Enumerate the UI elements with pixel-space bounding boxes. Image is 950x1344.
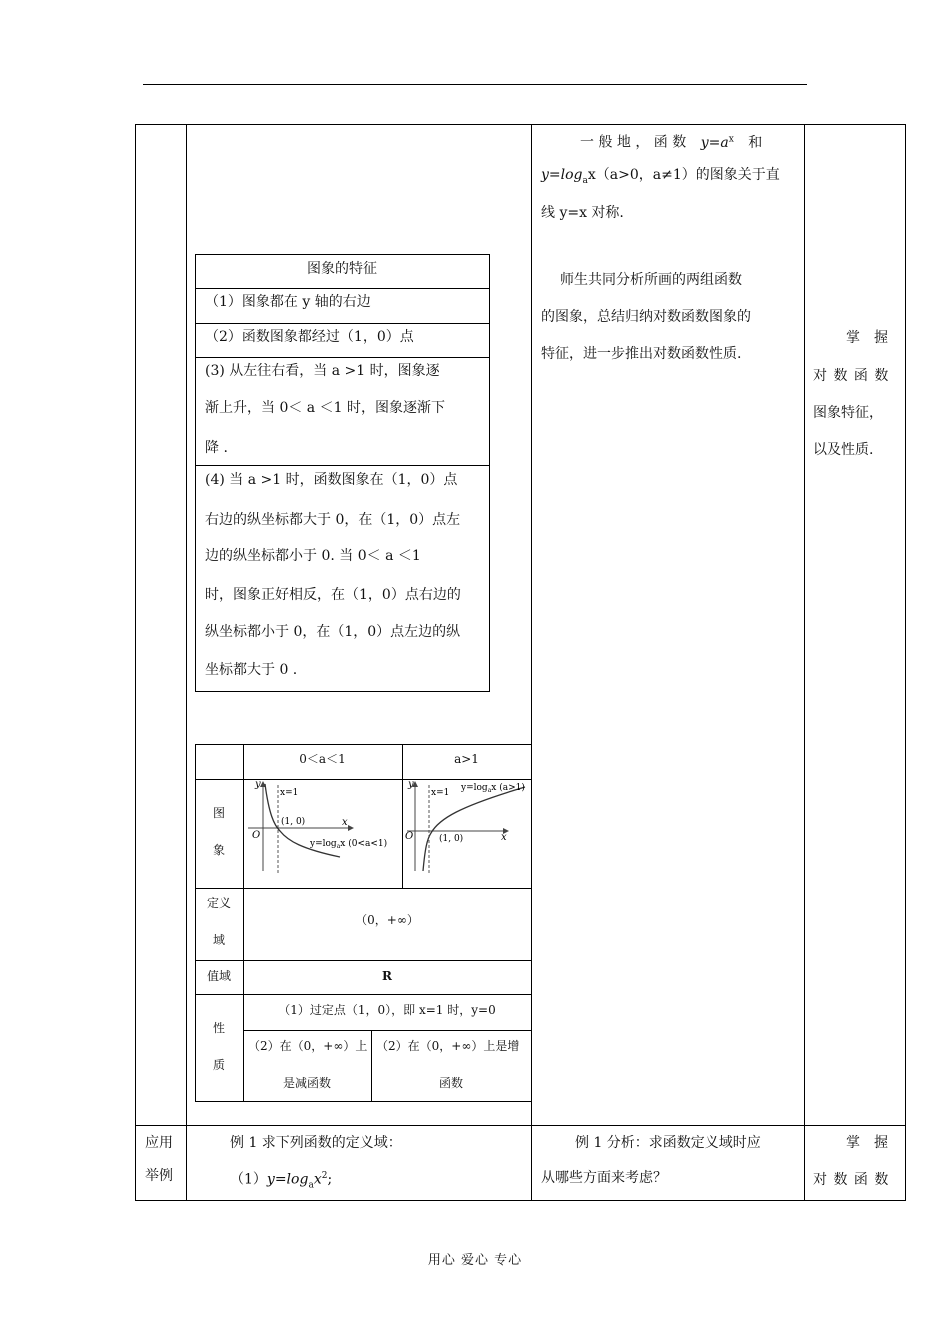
- point-label: (1, 0): [439, 834, 464, 844]
- origin-label: O: [252, 830, 261, 841]
- x-label: x: [501, 832, 507, 843]
- origin-label: O: [405, 831, 414, 842]
- graph-increasing-log: [403, 779, 531, 887]
- example1-analysis-line2: 从哪些方面来考虑？: [541, 1170, 667, 1186]
- graph-label-1: 图: [212, 806, 225, 820]
- property-increasing-line2: 函数: [438, 1076, 463, 1090]
- domain-label-2: 域: [212, 933, 225, 947]
- col3-line1-sup: x: [728, 134, 734, 144]
- curve-increasing: [423, 787, 525, 871]
- col3-line3: 线 y=x 对称.: [541, 205, 624, 221]
- graph-label-2: 象: [212, 843, 225, 857]
- col4-line1: 掌 握: [846, 330, 888, 346]
- col3-line1-text: 一 般 地 ， 函 数: [580, 134, 687, 151]
- application-label-2: 举例: [145, 1168, 173, 1184]
- x-label: x: [342, 817, 348, 828]
- col3-mid-line2: 的图象，总结归纳对数函数图象的: [541, 309, 751, 325]
- example1-item1: $(1)y=\log_ax^2$;: [230, 1171, 333, 1191]
- col3-mid-line3: 特征，进一步推出对数函数性质.: [541, 346, 742, 362]
- features-row4-line6: 坐标都大于 0 .: [205, 662, 298, 678]
- features-row4-line1: (4) 当 a >1 时，函数图象在（1，0）点: [205, 472, 458, 488]
- property-fixed-point: （1）过定点（1，0），即 x=1 时，y=0: [278, 1003, 496, 1017]
- application-label-1: 应用: [145, 1135, 173, 1151]
- x-axis-arrow: [348, 825, 354, 831]
- col4-bottom-line2: 对 数 函 数: [813, 1172, 890, 1188]
- props-header-col2: a>1: [454, 752, 479, 766]
- features-row4-line4: 时，图象正好相反，在（1，0）点右边的: [205, 587, 461, 603]
- page-footer: 用心 爱心 专心: [427, 1253, 523, 1268]
- asymptote-label: x=1: [431, 788, 450, 798]
- function-label: $y=\log_ax$ (0<a<1): [310, 839, 388, 850]
- header-rule: [143, 84, 807, 85]
- features-row1: （1）图象都在 y 轴的右边: [205, 294, 371, 310]
- col4-line2: 对 数 函 数: [813, 368, 890, 384]
- col3-mid-line1: 师生共同分析所画的两组函数: [560, 272, 742, 288]
- point-label: (1, 0): [281, 817, 306, 827]
- domain-label-1: 定义: [206, 896, 231, 910]
- features-row4-line5: 纵坐标都小于 0，在（1，0）点左边的纵: [205, 624, 461, 640]
- property-label-2: 质: [212, 1058, 225, 1072]
- property-increasing-line1: （2）在（0，+∞）上是增: [376, 1039, 520, 1053]
- property-decreasing-line1: （2）在（0，+∞）上: [248, 1039, 368, 1053]
- example1-title: 例 1 求下列函数的定义域：: [230, 1135, 402, 1151]
- property-label-1: 性: [212, 1021, 225, 1035]
- domain-value: （0，+∞）: [355, 913, 419, 927]
- property-decreasing-line2: 是减函数: [282, 1076, 331, 1090]
- col4-bottom-line1: 掌 握: [846, 1135, 888, 1151]
- asymptote-label: x=1: [280, 788, 299, 798]
- example1-analysis-line1: 例 1 分析：求函数定义域时应: [575, 1135, 761, 1151]
- range-label: 值域: [206, 969, 231, 983]
- y-label: y: [408, 779, 414, 790]
- features-row3-line1: (3) 从左往右看，当 a >1 时，图象逐: [205, 363, 440, 379]
- features-row2: （2）函数图象都经过（1，0）点: [205, 329, 414, 345]
- props-header-col1: 0＜a＜1: [299, 752, 346, 766]
- features-row4-line3: 边的纵坐标都小于 0. 当 0＜ a ＜1: [205, 548, 421, 564]
- graph-decreasing-log: [244, 779, 401, 887]
- range-value: R: [382, 969, 392, 983]
- y-label: y: [255, 779, 261, 790]
- col4-line3: 图象特征，: [813, 405, 883, 421]
- col3-line1-fn: y=a: [700, 134, 729, 151]
- col4-line4: 以及性质.: [813, 442, 874, 458]
- col3-line2-fn: y=log: [541, 167, 583, 183]
- function-label: $y=\log_ax$ (a>1): [461, 783, 525, 794]
- features-row3-line3: 降 .: [205, 440, 228, 456]
- features-row4-line2: 右边的纵坐标都大于 0，在（1，0）点左: [205, 512, 461, 528]
- features-row3-line2: 渐上升，当 0＜ a ＜1 时，图象逐渐下: [205, 400, 445, 416]
- features-header: 图象的特征: [307, 261, 377, 277]
- col3-line2-sub: a: [582, 175, 588, 186]
- col3-line2-post: x（a>0，a≠1）的图象关于直: [587, 167, 780, 183]
- col3-line1-post: 和: [748, 134, 763, 151]
